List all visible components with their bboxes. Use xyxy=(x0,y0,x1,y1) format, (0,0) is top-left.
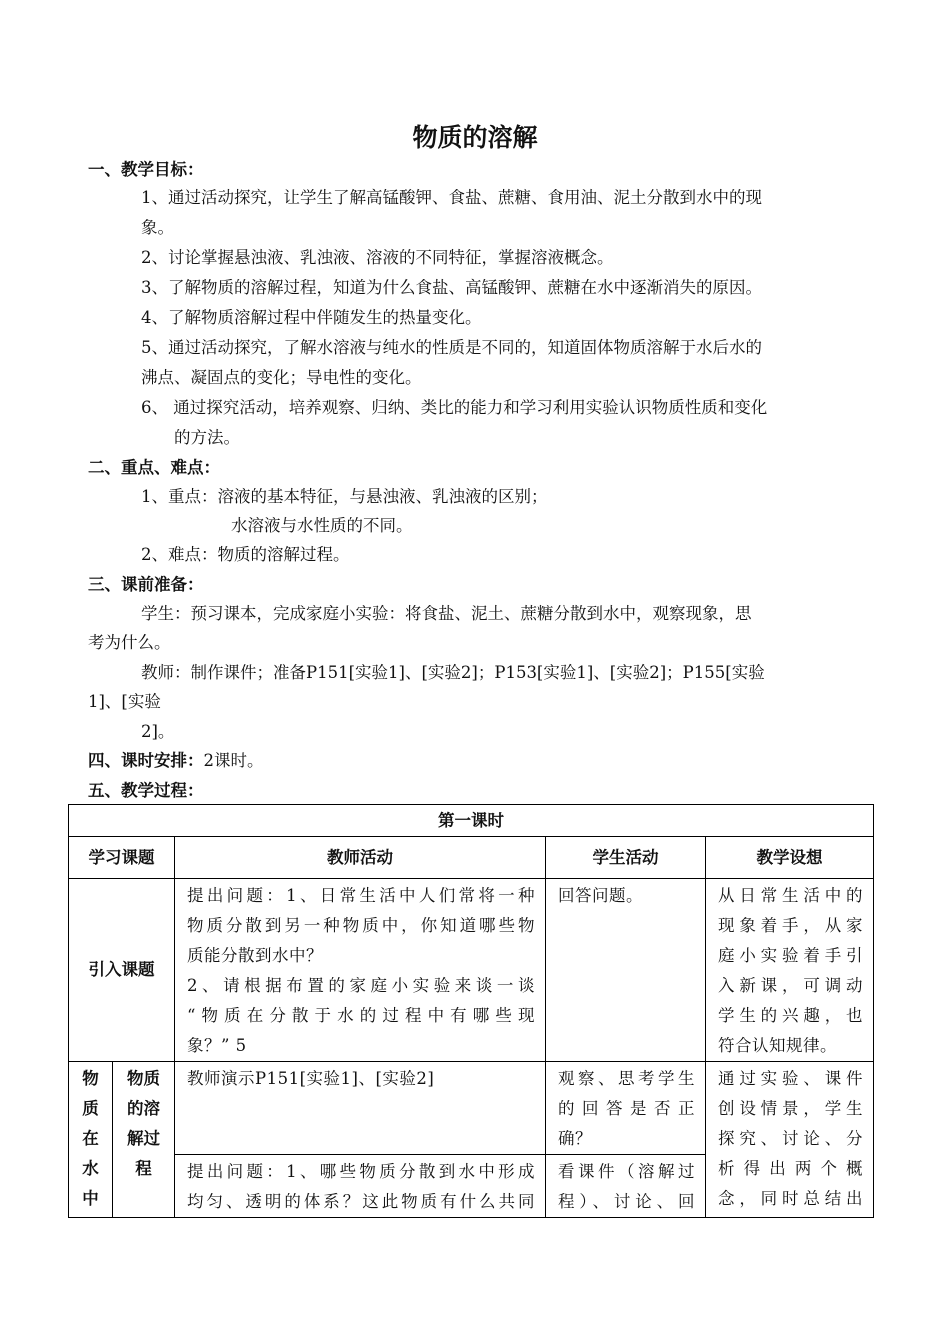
demo-student-line: 的回答是否正 xyxy=(558,1099,695,1118)
section2-design-line: 念，同时总结出 xyxy=(718,1189,864,1208)
demo-teacher-text: 教师演示P151[实验1]、[实验2] xyxy=(187,1069,435,1088)
goal-line: 4、了解物质溶解过程中伴随发生的热量变化。 xyxy=(141,308,482,327)
header-topic: 学习课题 xyxy=(69,837,175,879)
intro-teacher-line: 象？” 5 xyxy=(187,1036,247,1055)
prep-line: 学生：预习课本，完成家庭小实验：将食盐、泥土、蔗糖分散到水中，观察现象，思 xyxy=(141,604,752,623)
topic-outer-char: 中 xyxy=(82,1189,99,1208)
section2-design-line: 探究、讨论、分 xyxy=(718,1129,864,1148)
schedule-value: 2课时。 xyxy=(203,751,264,770)
topic-inner-line: 解过 xyxy=(127,1129,160,1148)
goal-line: 的方法。 xyxy=(174,428,240,447)
lesson-table xyxy=(68,804,874,1218)
intro-teacher-line: 质能分散到水中？ xyxy=(187,946,323,965)
topic-inner-line: 的溶 xyxy=(127,1099,160,1118)
goal-line: 6、 通过探究活动，培养观察、归纳、类比的能力和学习利用实验认识物质性质和变化 xyxy=(141,398,768,417)
header-student: 学生活动 xyxy=(546,837,706,879)
topic-inner-cell xyxy=(113,1062,175,1218)
intro-design-line: 庭小实验着手引 xyxy=(718,946,864,965)
section2-design-line: 创设情景，学生 xyxy=(718,1099,864,1118)
prep-line: 2]。 xyxy=(141,722,175,741)
question-student-line: 看课件（溶解过 xyxy=(558,1162,695,1181)
intro-design-line: 符合认知规律。 xyxy=(718,1036,837,1055)
process-heading: 五、教学过程： xyxy=(88,781,204,800)
intro-design-line: 学生的兴趣，也 xyxy=(718,1006,864,1025)
intro-student-text: 回答问题。 xyxy=(558,886,643,905)
schedule-heading: 四、课时安排： xyxy=(88,751,204,770)
goal-line: 沸点、凝固点的变化；导电性的变化。 xyxy=(141,368,422,387)
prep-line: 考为什么。 xyxy=(88,633,171,652)
question-teacher-cell xyxy=(175,1155,546,1218)
header-design: 教学设想 xyxy=(706,837,874,879)
intro-teacher-line: 2、请根据布置的家庭小实验来谈一谈 xyxy=(187,976,535,995)
intro-teacher-cell xyxy=(175,879,546,1062)
section2-design-line: 析得出两个概 xyxy=(718,1159,864,1178)
intro-teacher-line: 提出问题：1、日常生活中人们常将一种 xyxy=(187,886,535,905)
demo-teacher-cell xyxy=(175,1062,546,1155)
key-heading: 二、重点、难点： xyxy=(88,458,220,477)
header-teacher: 教师活动 xyxy=(175,837,546,879)
goal-line: 3、了解物质的溶解过程，知道为什么食盐、高锰酸钾、蔗糖在水中逐渐消失的原因。 xyxy=(141,278,762,297)
key-line: 水溶液与水性质的不同。 xyxy=(231,516,413,535)
goals-heading: 一、教学目标： xyxy=(88,160,204,179)
intro-teacher-line: 物质分散到另一种物质中，你知道哪些物 xyxy=(187,916,535,935)
demo-student-cell xyxy=(546,1062,706,1155)
topic-outer-char: 质 xyxy=(82,1099,99,1118)
goal-line: 1、通过活动探究，让学生了解高锰酸钾、食盐、蔗糖、食用油、泥土分散到水中的现 xyxy=(141,188,762,207)
goal-line: 2、讨论掌握悬浊液、乳浊液、溶液的不同特征，掌握溶液概念。 xyxy=(141,248,614,267)
question-student-cell xyxy=(546,1155,706,1218)
demo-student-line: 确？ xyxy=(558,1129,592,1148)
goal-line: 象。 xyxy=(141,218,174,237)
intro-design-line: 入新课，可调动 xyxy=(718,976,864,995)
goal-line: 5、通过活动探究，了解水溶液与纯水的性质是不同的，知道固体物质溶解于水后水的 xyxy=(141,338,762,357)
prep-line: 1]、[实验 xyxy=(88,692,161,711)
intro-teacher-line: “物质在分散于水的过程中有哪些现 xyxy=(187,1006,535,1025)
demo-student-line: 观察、思考学生 xyxy=(558,1069,695,1088)
prep-line: 教师：制作课件；准备P151[实验1]、[实验2]；P153[实验1]、[实验2]；P155[实验 xyxy=(141,663,765,682)
page-title: 物质的溶解 xyxy=(412,123,538,152)
topic-outer-char: 物 xyxy=(82,1069,99,1088)
intro-topic: 引入课题 xyxy=(69,879,175,1062)
intro-design-line: 现象着手，从家 xyxy=(718,916,864,935)
topic-outer-cell xyxy=(69,1062,113,1218)
question-teacher-line: 提出问题：1、哪些物质分散到水中形成 xyxy=(187,1162,535,1181)
topic-inner-line: 物质 xyxy=(127,1069,160,1088)
intro-design-line: 从日常生活中的 xyxy=(718,886,864,905)
schedule-row xyxy=(88,751,264,771)
topic-outer-char: 水 xyxy=(82,1159,99,1178)
prep-heading: 三、课前准备： xyxy=(88,575,204,594)
key-line: 1、重点：溶液的基本特征，与悬浊液、乳浊液的区别； xyxy=(141,487,548,506)
question-teacher-line: 均匀、透明的体系？这此物质有什么共同 xyxy=(187,1192,535,1211)
intro-student-cell xyxy=(546,879,706,1062)
intro-design-cell xyxy=(706,879,874,1062)
question-student-line: 程）、讨论、回 xyxy=(558,1192,695,1211)
section2-design-cell xyxy=(706,1062,874,1218)
section2-design-line: 通过实验、课件 xyxy=(718,1069,864,1088)
topic-inner-line: 程 xyxy=(135,1159,152,1178)
topic-outer-char: 在 xyxy=(82,1129,99,1148)
key-line: 2、难点：物质的溶解过程。 xyxy=(141,545,350,564)
session-title: 第一课时 xyxy=(69,805,874,837)
